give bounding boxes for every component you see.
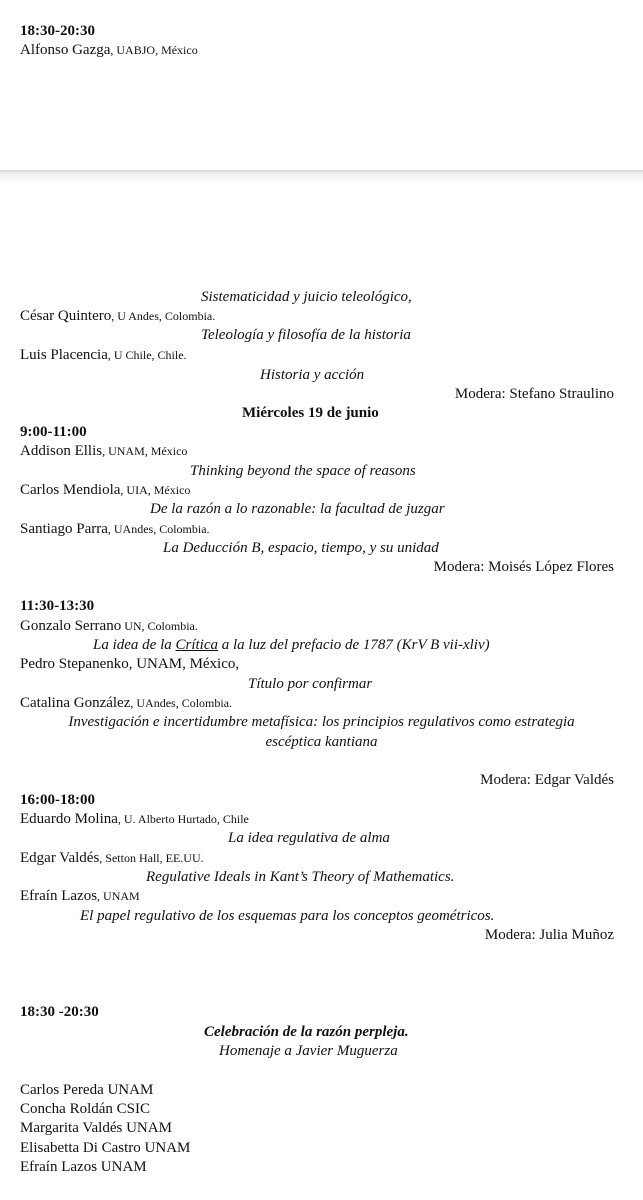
talk-title: De la razón a lo razonable: la facultad de juzgar: [150, 501, 445, 517]
speaker-affiliation: , UAndes, Colombia.: [107, 522, 210, 536]
speaker-affiliation: , U. Alberto Hurtado, Chile: [117, 812, 249, 826]
speaker-affiliation: , U Chile, Chile.: [107, 348, 187, 362]
speaker-name: Santiago Parra: [20, 521, 108, 537]
speaker-line: [20, 887, 140, 905]
moderator: Modera: Julia Muñoz: [484, 927, 614, 943]
moderator: Modera: Moisés López Flores: [433, 559, 614, 575]
speaker-line: Pedro Stepanenko, UNAM, México,: [20, 656, 240, 672]
participant: Concha Roldán CSIC: [20, 1101, 150, 1117]
talk-title: La Deducción B, espacio, tiempo, y su unidad: [163, 540, 439, 556]
speaker-affiliation: , UNAM, México: [102, 444, 188, 458]
speaker-line: [20, 481, 190, 499]
talk-title: Historia y acción: [260, 367, 365, 383]
session-time: 11:30-13:30: [20, 598, 95, 614]
session-time: 18:30 -20:30: [20, 1004, 99, 1020]
speaker-name: Carlos Mendiola: [20, 482, 121, 498]
moderator: Modera: Stefano Straulino: [454, 386, 614, 402]
speaker-line: [20, 849, 204, 867]
top-session-time: 18:30-20:30: [20, 23, 95, 39]
speaker-name: César Quintero: [20, 308, 112, 324]
speaker-name: Catalina González: [20, 695, 131, 711]
speaker-affiliation: , UNAM: [97, 889, 140, 903]
session-time: 16:00-18:00: [20, 792, 95, 808]
speaker-name: Gonzalo Serrano: [20, 618, 122, 634]
page-break-divider: [0, 170, 643, 184]
speaker-affiliation: UN, Colombia.: [121, 619, 198, 633]
speaker-name: Addison Ellis: [20, 443, 103, 459]
talk-title: Título por confirmar: [248, 676, 373, 692]
talk-title-part: a la luz del prefacio de 1787 (KrV B vii-xliv): [218, 637, 490, 653]
talk-title: La idea regulativa de alma: [228, 830, 390, 846]
talk-title: Investigación e incertidumbre metafísica: los principios regulativos como estrategia: [68, 714, 575, 730]
talk-title-underlined-word: Crítica: [175, 637, 219, 653]
talk-title: Regulative Ideals in Kant’s Theory of Mathematics.: [146, 869, 455, 885]
speaker-line: [20, 520, 210, 538]
moderator: Modera: Edgar Valdés: [480, 772, 614, 788]
speaker-name: Eduardo Molina: [20, 811, 118, 827]
talk-title: Teleología y filosofía de la historia: [201, 327, 411, 343]
speaker-line: [20, 346, 187, 364]
speaker-name: Alfonso Gazga: [20, 42, 111, 58]
participant: Elisabetta Di Castro UNAM: [20, 1140, 191, 1156]
talk-title: El papel regulativo de los esquemas para los conceptos geométricos.: [80, 908, 495, 924]
speaker-line: [20, 442, 187, 460]
speaker-line: [20, 810, 249, 828]
speaker-name: Edgar Valdés: [20, 850, 100, 866]
talk-title-continued: escéptica kantiana: [265, 734, 378, 750]
talk-title: Thinking beyond the space of reasons: [190, 463, 416, 479]
talk-title: Sistematicidad y juicio teleológico,: [201, 289, 412, 305]
top-speaker-line: [20, 41, 198, 59]
talk-title-part: La idea de la: [93, 637, 176, 653]
participant: Carlos Pereda UNAM: [20, 1082, 154, 1098]
day-heading: Miércoles 19 de junio: [242, 405, 379, 421]
talk-title: [93, 636, 490, 654]
participant: Margarita Valdés UNAM: [20, 1120, 172, 1136]
event-subtitle: Homenaje a Javier Muguerza: [219, 1043, 398, 1059]
participant: Efraín Lazos UNAM: [20, 1159, 147, 1175]
speaker-affiliation: , UIA, México: [120, 483, 191, 497]
speaker-name: Efraín Lazos: [20, 888, 98, 904]
speaker-line: [20, 307, 215, 325]
speaker-line: [20, 617, 198, 635]
speaker-name: Luis Placencia: [20, 347, 108, 363]
speaker-affiliation: , UABJO, México: [110, 43, 198, 57]
speaker-affiliation: , Setton Hall, EE.UU.: [99, 851, 204, 865]
speaker-affiliation: , UAndes, Colombia.: [130, 696, 233, 710]
session-time: 9:00-11:00: [20, 424, 87, 440]
speaker-line: [20, 694, 232, 712]
event-title: Celebración de la razón perpleja.: [204, 1024, 409, 1040]
speaker-affiliation: , U Andes, Colombia.: [111, 309, 216, 323]
